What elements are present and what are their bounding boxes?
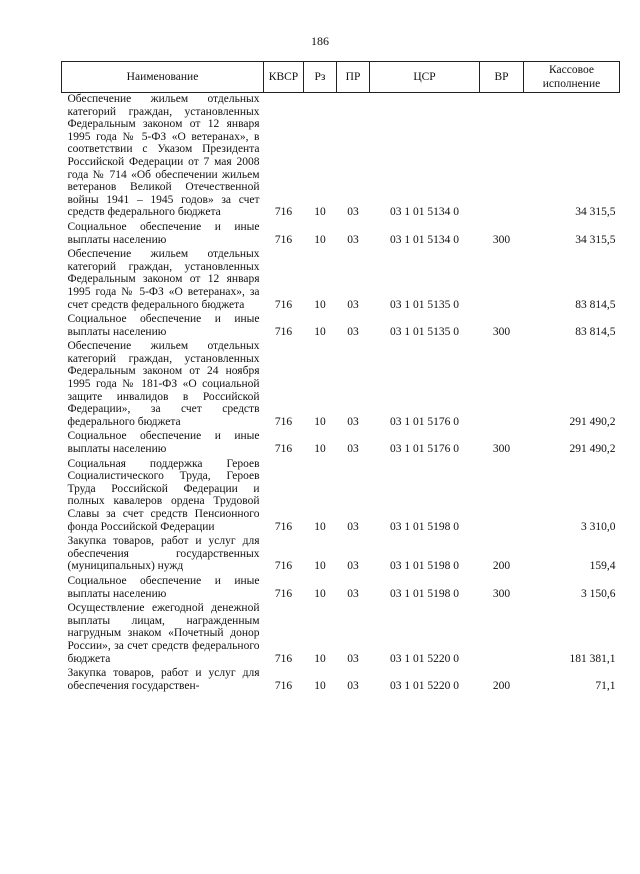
header-vr: ВР <box>480 62 524 93</box>
cell-kvsr: 716 <box>274 443 293 456</box>
cell-rz: 10 <box>314 206 326 219</box>
cell-kvsr: 716 <box>274 206 293 219</box>
cell-rz: 10 <box>314 560 326 573</box>
table-row <box>62 535 620 575</box>
header-sum: Кассовое исполнение <box>524 62 620 93</box>
table-header-row <box>62 62 620 93</box>
table-row <box>62 248 620 313</box>
cell-rz: 10 <box>314 587 326 600</box>
table-row <box>62 93 620 221</box>
cell-rz: 10 <box>314 325 326 338</box>
cell-csr: 03 1 01 5198 0 <box>390 560 459 573</box>
cell-sum: 34 315,5 <box>575 206 616 219</box>
cell-csr: 03 1 01 5198 0 <box>390 587 459 600</box>
header-pr: ПР <box>337 62 370 93</box>
cell-sum: 291 490,2 <box>569 415 616 428</box>
cell-kvsr: 716 <box>274 587 293 600</box>
header-name: Наименование <box>62 62 264 93</box>
cell-name: Закупка товаров, работ и услуг для обеспечения государствен- <box>67 667 260 692</box>
cell-kvsr: 716 <box>274 298 293 311</box>
page-number: 186 <box>311 34 329 48</box>
cell-rz: 10 <box>314 652 326 665</box>
cell-csr: 03 1 01 5135 0 <box>390 325 459 338</box>
cell-rz: 10 <box>314 443 326 456</box>
cell-csr: 03 1 01 5135 0 <box>390 298 459 311</box>
cell-rz: 10 <box>314 520 326 533</box>
cell-pr: 03 <box>347 679 359 692</box>
cell-csr: 03 1 01 5220 0 <box>390 652 459 665</box>
cell-kvsr: 716 <box>274 325 293 338</box>
table-row <box>62 575 620 602</box>
cell-pr: 03 <box>347 520 359 533</box>
header-csr: ЦСР <box>370 62 480 93</box>
cell-vr: 300 <box>492 233 511 246</box>
cell-kvsr: 716 <box>274 233 293 246</box>
cell-pr: 03 <box>347 587 359 600</box>
cell-sum: 181 381,1 <box>569 652 616 665</box>
cell-name: Социальное обеспечение и иные выплаты населению <box>67 574 260 600</box>
cell-name: Социальное обеспечение и иные выплаты населению <box>67 313 260 338</box>
cell-pr: 03 <box>347 652 359 665</box>
cell-vr <box>480 458 524 536</box>
header-rz: Рз <box>304 62 337 93</box>
cell-pr: 03 <box>347 206 359 219</box>
cell-vr: 300 <box>492 325 511 338</box>
cell-name: Социальное обеспечение и иные выплаты населению <box>67 430 260 456</box>
cell-pr: 03 <box>347 325 359 338</box>
cell-rz: 10 <box>314 298 326 311</box>
cell-pr: 03 <box>347 443 359 456</box>
cell-sum: 83 814,5 <box>575 298 616 311</box>
cell-csr: 03 1 01 5176 0 <box>390 443 459 456</box>
cell-sum: 3 310,0 <box>581 520 616 533</box>
table-row <box>62 340 620 430</box>
table-row <box>62 221 620 248</box>
cell-kvsr: 716 <box>274 652 293 665</box>
table-row <box>62 313 620 340</box>
cell-pr: 03 <box>347 233 359 246</box>
cell-csr: 03 1 01 5176 0 <box>390 415 459 428</box>
cell-name: Социальная поддержка Героев Социалистического Труда, Героев Труда Российской Федерации и полных кавалеров ордена Трудовой Славы за счет средств Пенсионного фонда Российской Федерации <box>67 457 260 533</box>
table-row <box>62 458 620 536</box>
cell-name: Закупка товаров, работ и услуг для обеспечения государственных (муниципальных) нужд <box>67 535 260 573</box>
cell-vr <box>480 248 524 313</box>
cell-name: Обеспечение жильем отдельных категорий граждан, установленных Федеральным законом от 12 января 1995 года № 5-ФЗ «О ветеранах», в соответствии с Указом Президента Российской Федерации от 7 мая 2008 года № 714 «Об обеспечении жильем ветеранов Великой Отечественной войны 1941 – 1945 годов» за счет средств федерального бюджета <box>67 93 260 219</box>
cell-rz: 10 <box>314 233 326 246</box>
cell-csr: 03 1 01 5134 0 <box>390 206 459 219</box>
cell-sum: 71,1 <box>595 679 616 692</box>
cell-csr: 03 1 01 5220 0 <box>390 679 459 692</box>
cell-vr: 200 <box>492 560 511 573</box>
cell-vr <box>480 340 524 430</box>
cell-name: Социальное обеспечение и иные выплаты населению <box>67 220 260 246</box>
cell-vr <box>480 93 524 221</box>
cell-kvsr: 716 <box>274 560 293 573</box>
budget-table <box>61 61 620 694</box>
table-body <box>62 93 620 695</box>
cell-kvsr: 716 <box>274 679 293 692</box>
cell-kvsr: 716 <box>274 520 293 533</box>
cell-name: Осуществление ежегодной денежной выплаты лицам, награжденным нагрудным знаком «Почетный донор России», за счет средств федерального бюджета <box>67 602 260 665</box>
cell-sum: 83 814,5 <box>575 325 616 338</box>
cell-pr: 03 <box>347 560 359 573</box>
cell-rz: 10 <box>314 415 326 428</box>
cell-kvsr: 716 <box>274 415 293 428</box>
cell-csr: 03 1 01 5198 0 <box>390 520 459 533</box>
cell-vr: 300 <box>492 443 511 456</box>
cell-pr: 03 <box>347 415 359 428</box>
cell-rz: 10 <box>314 679 326 692</box>
table-row <box>62 430 620 457</box>
table-row <box>62 667 620 694</box>
header-kvsr: КВСР <box>264 62 304 93</box>
cell-name: Обеспечение жильем отдельных категорий граждан, установленных Федеральным законом от 24 ноября 1995 года № 181-ФЗ «О социальной защите инвалидов в Российской Федерации», за счет средств федерального бюджета <box>67 340 260 428</box>
cell-vr: 200 <box>492 679 511 692</box>
cell-csr: 03 1 01 5134 0 <box>390 233 459 246</box>
cell-pr: 03 <box>347 298 359 311</box>
cell-sum: 159,4 <box>589 560 616 573</box>
cell-sum: 34 315,5 <box>575 233 616 246</box>
cell-vr <box>480 602 524 667</box>
cell-vr: 300 <box>492 587 511 600</box>
cell-sum: 291 490,2 <box>569 443 616 456</box>
cell-name: Обеспечение жильем отдельных категорий граждан, установленных Федеральным законом от 12 января 1995 года № 5-ФЗ «О ветеранах», за счет средств федерального бюджета <box>67 248 260 311</box>
table-row <box>62 602 620 667</box>
cell-sum: 3 150,6 <box>581 587 616 600</box>
